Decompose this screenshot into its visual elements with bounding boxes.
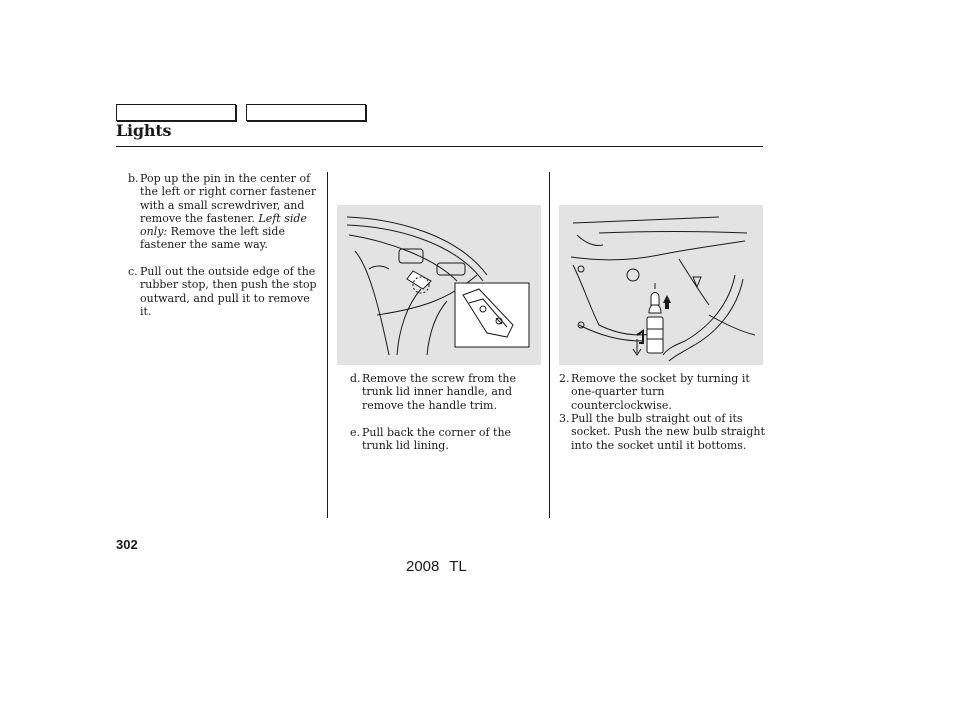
step-marker: b. [128,172,139,185]
step-emphasis: Left side only: [140,211,307,239]
step-text: Pull back the corner of the trunk lid lining. [362,426,512,453]
step-text: Pull the bulb straight out of its socket. Push the new bulb straight into the socket until it bottoms. [571,412,765,452]
step-marker: e. [350,426,361,439]
figure-socket-bulb [559,205,763,365]
step-text: Pop up the pin in the center of the left or right corner fastener with a small screwdriver, and remove the fastener. Left side only: Remove the left side fastener the same way. [140,172,317,252]
step-text: Remove the socket by turning it one-quarter turn counterclockwise. [571,372,750,412]
step-text: Remove the screw from the trunk lid inner handle, and remove the handle trim. [362,372,516,412]
step-marker: c. [128,265,138,278]
socket-bulb-illustration [559,205,763,365]
step-2 [559,372,765,412]
nav-tab-1[interactable] [116,104,236,121]
step-c [128,265,320,318]
column-divider-1 [327,172,328,518]
step-marker: d. [350,372,361,385]
step-marker: 3. [559,412,570,425]
figure-trunk-lid-handle [337,205,541,365]
step-e [350,426,525,453]
page-number: 302 [116,537,138,552]
column-divider-2 [549,172,550,518]
step-3 [559,412,765,452]
model-footer: 2008 TL [406,558,467,575]
step-d [350,372,525,412]
page-title: Lights [116,121,172,140]
step-text: Pull out the outside edge of the rubber stop, then push the stop outward, and pull it to remove it. [140,265,317,318]
step-b [128,172,320,252]
nav-tab-2[interactable] [246,104,366,121]
title-divider [116,146,763,147]
step-marker: 2. [559,372,570,385]
trunk-lid-illustration [337,205,541,365]
